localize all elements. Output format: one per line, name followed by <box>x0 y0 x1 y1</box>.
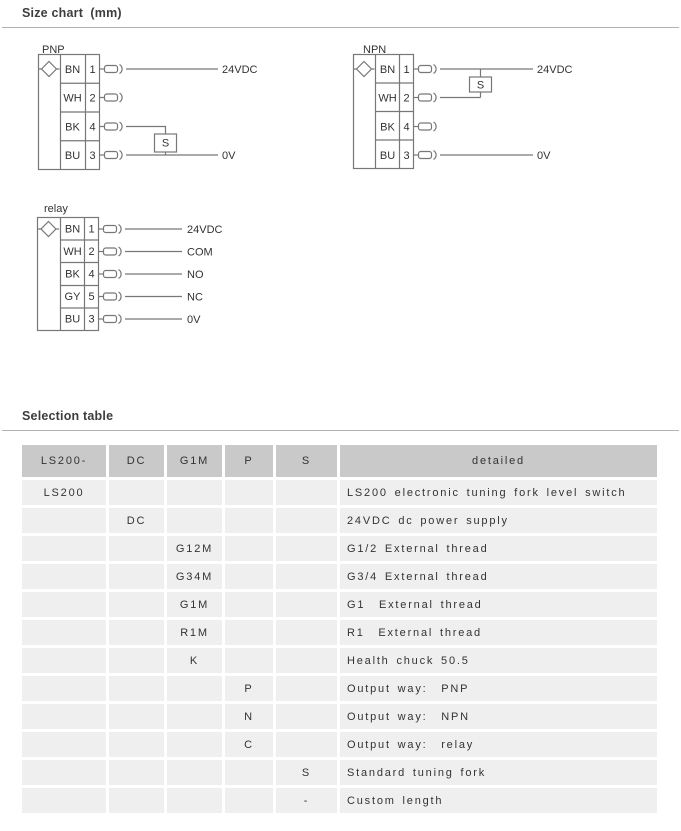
table-cell <box>225 648 273 673</box>
npn-power-terminal-label: 24VDC <box>537 64 573 76</box>
table-cell-detail: R1 External thread <box>340 620 657 645</box>
table-cell <box>22 704 106 729</box>
table-cell <box>167 760 222 785</box>
table-cell <box>276 648 337 673</box>
table-cell-detail: Custom length <box>340 788 657 813</box>
table-cell <box>22 592 106 617</box>
table-row <box>22 648 657 673</box>
pin-number: 2 <box>403 92 410 105</box>
pin-wire-label: BK <box>65 121 80 134</box>
table-cell <box>109 732 164 757</box>
npn-switch-label: S <box>476 79 485 92</box>
npn-diagram-title: NPN <box>363 44 387 56</box>
table-cell: G1M <box>167 592 222 617</box>
pin-wire-label: BN <box>64 223 81 236</box>
relay-diagram-title: relay <box>44 203 68 215</box>
sensor-diamond-icon <box>38 222 59 237</box>
table-cell: G34M <box>167 564 222 589</box>
pin-wire-label: BK <box>380 121 395 134</box>
table-row <box>22 508 657 533</box>
pin-number: 2 <box>88 246 95 258</box>
pin-number: 4 <box>88 268 95 281</box>
pin-wire-label: BK <box>65 268 80 281</box>
table-cell <box>109 704 164 729</box>
table-cell: N <box>225 704 273 729</box>
pnp-diagram-title: PNP <box>42 44 65 56</box>
table-cell: S <box>276 760 337 785</box>
selection-table-title: Selection table <box>22 409 114 423</box>
table-cell <box>276 564 337 589</box>
pnp-pin-labels <box>63 64 95 162</box>
table-cell-detail: Health chuck 50.5 <box>340 648 657 673</box>
table-cell <box>167 480 222 505</box>
pin-number: 4 <box>403 121 410 134</box>
table-row <box>22 564 657 589</box>
table-row <box>22 788 657 813</box>
pin-wire-label: BU <box>379 150 396 162</box>
table-cell <box>276 592 337 617</box>
relay-connector-plugs <box>99 225 122 324</box>
pin-number: 1 <box>403 64 410 76</box>
pin-number: 4 <box>89 121 96 134</box>
selection-table-header-row <box>22 445 657 477</box>
header-cell-detailed: detailed <box>340 445 657 477</box>
table-cell <box>276 732 337 757</box>
table-cell <box>225 480 273 505</box>
sensor-diamond-icon <box>354 62 375 77</box>
table-row <box>22 480 657 505</box>
table-cell <box>109 592 164 617</box>
table-cell <box>22 648 106 673</box>
pin-wire-label: WH <box>63 246 82 258</box>
table-cell <box>225 592 273 617</box>
terminal-label: NO <box>187 269 204 281</box>
table-cell <box>225 508 273 533</box>
table-row <box>22 592 657 617</box>
table-cell <box>109 564 164 589</box>
table-cell: P <box>225 676 273 701</box>
selection-table <box>19 442 660 816</box>
table-cell <box>276 620 337 645</box>
terminal-label: NC <box>187 291 203 304</box>
header-cell-power: DC <box>109 445 164 477</box>
pin-wire-label: WH <box>63 92 82 105</box>
table-cell <box>276 508 337 533</box>
pin-number: 2 <box>89 92 96 105</box>
table-cell-detail: G1 External thread <box>340 592 657 617</box>
sensor-diamond-icon <box>39 62 60 77</box>
pnp-ground-terminal-label: 0V <box>222 150 236 162</box>
pin-wire-label: BU <box>64 313 81 326</box>
pin-wire-label: BU <box>64 150 81 162</box>
pin-wire-label: GY <box>64 291 81 303</box>
relay-pin-labels <box>63 224 94 326</box>
table-cell: R1M <box>167 620 222 645</box>
pnp-connector-plugs <box>100 65 123 160</box>
table-cell: LS200 <box>22 480 106 505</box>
terminal-label: 0V <box>187 314 201 326</box>
npn-ground-terminal-label: 0V <box>537 150 551 162</box>
table-cell-detail: G3/4 External thread <box>340 564 657 589</box>
table-cell <box>167 676 222 701</box>
table-cell <box>109 676 164 701</box>
table-cell <box>109 760 164 785</box>
pin-number: 3 <box>88 313 95 326</box>
terminal-label: 24VDC <box>187 224 223 236</box>
pin-wire-label: BN <box>64 64 81 76</box>
relay-terminal-labels <box>187 224 223 326</box>
table-cell <box>22 732 106 757</box>
table-cell <box>276 536 337 561</box>
table-row <box>22 760 657 785</box>
table-cell <box>167 704 222 729</box>
table-row <box>22 676 657 701</box>
table-cell <box>225 760 273 785</box>
table-cell <box>22 564 106 589</box>
table-cell <box>22 508 106 533</box>
table-cell <box>225 564 273 589</box>
table-cell <box>167 788 222 813</box>
table-cell <box>225 788 273 813</box>
pin-wire-label: BN <box>379 64 396 76</box>
pin-number: 1 <box>89 64 96 76</box>
table-cell: - <box>276 788 337 813</box>
table-cell <box>109 620 164 645</box>
size-chart-divider <box>2 27 679 28</box>
table-cell-detail: Output way: relay <box>340 732 657 757</box>
table-row <box>22 536 657 561</box>
table-cell-detail: Output way: NPN <box>340 704 657 729</box>
npn-pin-labels <box>378 64 409 162</box>
pnp-wiring-diagram <box>0 40 300 205</box>
table-cell <box>22 788 106 813</box>
table-cell <box>22 676 106 701</box>
table-row <box>22 620 657 645</box>
table-cell-detail: G1/2 External thread <box>340 536 657 561</box>
pin-number: 3 <box>403 150 410 162</box>
table-cell-detail: LS200 electronic tuning fork level switch <box>340 480 657 505</box>
table-cell-detail: Standard tuning fork <box>340 760 657 785</box>
table-cell: C <box>225 732 273 757</box>
pnp-switch-label: S <box>161 137 170 150</box>
table-cell <box>276 676 337 701</box>
table-cell: DC <box>109 508 164 533</box>
header-cell-model: LS200- <box>22 445 106 477</box>
pnp-power-terminal-label: 24VDC <box>222 64 258 76</box>
relay-wiring-diagram <box>0 200 300 350</box>
pin-wire-label: WH <box>378 92 397 105</box>
terminal-label: COM <box>187 246 213 259</box>
header-cell-output: P <box>225 445 273 477</box>
header-cell-fork: S <box>276 445 337 477</box>
pin-number: 1 <box>88 223 95 236</box>
table-row <box>22 704 657 729</box>
table-cell <box>109 788 164 813</box>
relay-wires <box>125 229 182 319</box>
table-cell <box>276 480 337 505</box>
selection-table-divider <box>2 430 679 431</box>
table-cell <box>22 620 106 645</box>
table-cell <box>167 732 222 757</box>
table-cell <box>167 508 222 533</box>
pin-number: 5 <box>88 291 95 303</box>
table-cell <box>22 760 106 785</box>
table-cell: K <box>167 648 222 673</box>
table-cell <box>225 620 273 645</box>
table-cell-detail: Output way: PNP <box>340 676 657 701</box>
header-cell-thread: G1M <box>167 445 222 477</box>
npn-wiring-diagram <box>340 40 681 205</box>
npn-connector-plugs <box>414 65 437 160</box>
table-cell-detail: 24VDC dc power supply <box>340 508 657 533</box>
pin-number: 3 <box>89 150 96 162</box>
size-chart-title: Size chart (mm) <box>22 6 122 20</box>
table-cell: G12M <box>167 536 222 561</box>
table-cell <box>109 480 164 505</box>
table-cell <box>109 648 164 673</box>
table-row <box>22 732 657 757</box>
table-cell <box>22 536 106 561</box>
table-cell <box>109 536 164 561</box>
table-cell <box>225 536 273 561</box>
table-cell <box>276 704 337 729</box>
